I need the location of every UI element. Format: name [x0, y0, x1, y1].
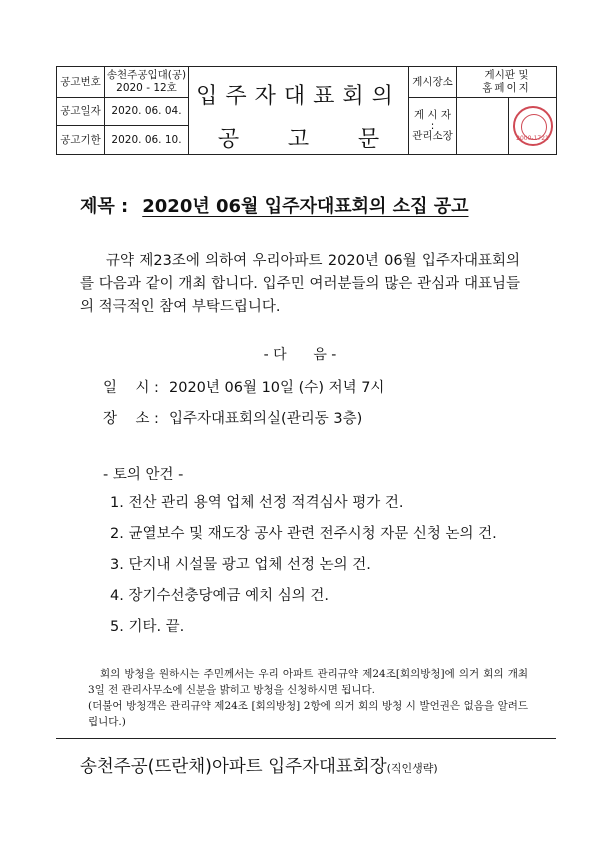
poster-label-line3: 관리소장 — [412, 130, 453, 142]
poster-label — [409, 98, 457, 155]
footer-main: 송천주공(뜨란채)아파트 입주자대표회장 — [80, 757, 387, 777]
title-char-1: 공 — [217, 127, 240, 153]
note-paragraph-2: (더불어 방청객은 관리규약 제24조 [회의방청] 2항에 의거 회의 방청 시 발언권은 없음을 알려드립니다.) — [88, 700, 528, 728]
title-char-3: 문 — [357, 127, 380, 153]
info-datetime — [103, 376, 384, 397]
info-datetime-label: 일 시 : — [103, 380, 159, 396]
official-seal — [513, 106, 553, 146]
footer-signature — [80, 753, 438, 778]
poster-label-line2: : — [430, 120, 435, 132]
notice-date-label: 공고일자 — [57, 98, 105, 126]
agenda-item: 1. 전산 관리 용역 업체 선정 적격심사 평가 건. — [110, 495, 404, 511]
post-place-line2: 홈페이지 — [482, 82, 531, 94]
agenda-item: 3. 단지내 시설물 광고 업체 선정 논의 건. — [110, 557, 371, 573]
agenda-item: 4. 장기수선충당예금 예치 심의 건. — [110, 588, 329, 604]
notice-number-line2: 2020 - 12호 — [116, 82, 177, 94]
note-text-1: 회의 방청을 원하시는 주민께서는 우리 아파트 관리규약 제24조[회의방청]에 의거 회의 개최 3일 전 관리사무소에 신분을 밝히고 방청을 신청하시면 됩니다. — [88, 668, 528, 696]
footer-divider — [56, 738, 556, 739]
note-paragraph-1 — [88, 666, 528, 698]
info-datetime-value: 2020년 06월 10일 (수) 저녁 7시 — [169, 380, 385, 396]
post-place-line1: 게시판 및 — [484, 69, 529, 81]
notice-deadline-label: 공고기한 — [57, 126, 105, 155]
subject-text: 2020년 06월 입주자대표회의 소집 공고 — [142, 196, 469, 217]
seal-cell — [457, 98, 509, 155]
header-title-line2 — [189, 126, 409, 155]
seal-text: 2000-1721 — [516, 135, 549, 142]
agenda-title: - 토의 안건 - — [103, 467, 184, 483]
seal-container — [509, 98, 557, 155]
attendance-note — [88, 666, 528, 730]
agenda-list — [110, 494, 497, 649]
notice-number-line1: 송천주공입대(공) — [106, 69, 187, 81]
footer-sub: (직인생략) — [386, 762, 438, 775]
next-heading: - 다 음 - — [263, 347, 337, 363]
notice-number-label: 공고번호 — [57, 67, 105, 98]
subject-prefix: 제목 : — [80, 196, 129, 217]
post-place-value — [457, 67, 557, 98]
info-place-label: 장 소 : — [103, 411, 159, 427]
notice-subject — [80, 192, 469, 218]
title-char-2: 고 — [287, 127, 310, 153]
agenda-item: 2. 균열보수 및 재도장 공사 관련 전주시청 자문 신청 논의 건. — [110, 526, 497, 542]
post-place-label: 게시장소 — [409, 67, 457, 98]
body-text: 규약 제23조에 의하여 우리아파트 2020년 06월 입주자대표회의를 다음과 같이 개최 합니다. 입주민 여러분들의 많은 관심과 대표님들의 적극적인 참여 부탁드립니다. — [80, 253, 520, 315]
notice-header-table — [56, 66, 557, 155]
body-paragraph — [80, 250, 520, 319]
notice-deadline-value: 2020. 06. 10. — [105, 126, 189, 155]
notice-date-value: 2020. 06. 04. — [105, 98, 189, 126]
info-place-value: 입주자대표회의실(관리동 3층) — [169, 411, 363, 427]
notice-number-value — [105, 67, 189, 98]
info-place — [103, 407, 362, 428]
header-title-line1: 입주자대표회의 — [189, 67, 409, 126]
agenda-item: 5. 기타. 끝. — [110, 619, 185, 635]
poster-label-line1: 게 시 자 — [413, 109, 452, 121]
